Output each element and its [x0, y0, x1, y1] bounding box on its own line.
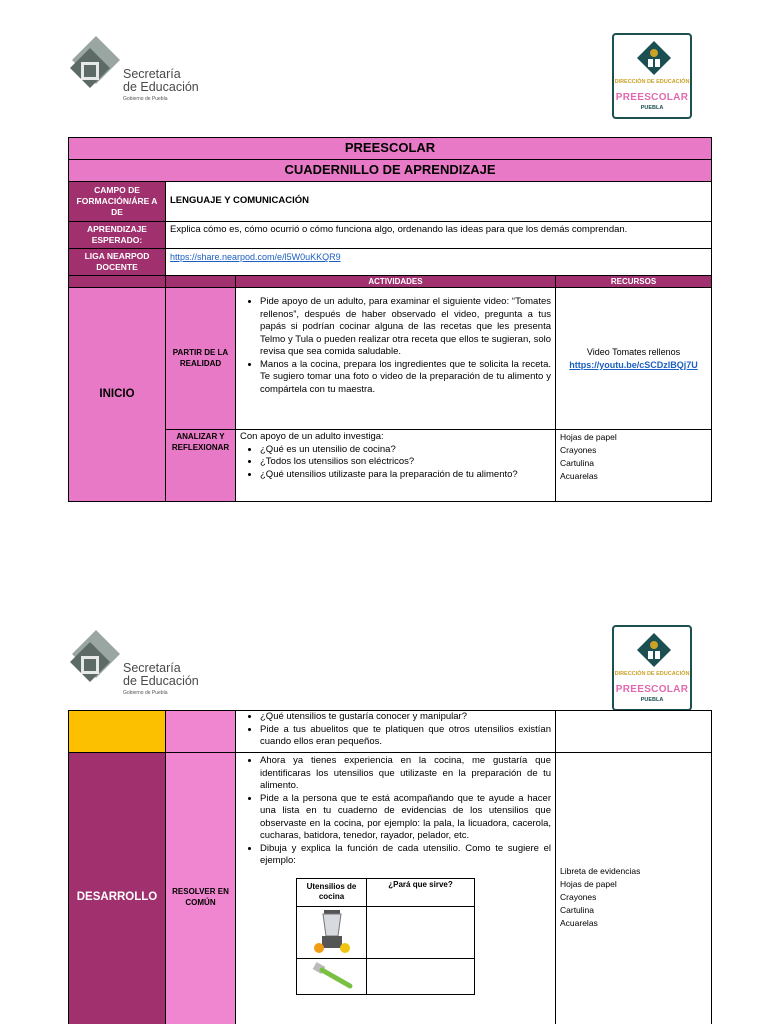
stage-continuation-cell — [69, 711, 166, 753]
learning-table-page1 — [68, 137, 712, 502]
recurso-item: Hojas de papel — [560, 879, 617, 889]
secretaria-line1: Secretaría — [123, 661, 181, 675]
aprendizaje-label: APRENDIZAJE ESPERADO: — [69, 222, 166, 249]
nearpod-link[interactable]: https://share.nearpod.com/e/l5W0uKKQR9 — [170, 252, 341, 262]
recurso-item: Libreta de evidencias — [560, 866, 641, 876]
learning-table-page2 — [68, 710, 712, 1024]
inner-col-utensilios: Utensilios de cocina — [297, 878, 367, 906]
campo-value: LENGUAJE Y COMUNICACIÓN — [166, 182, 712, 222]
stage-desarrollo: DESARROLLO — [69, 753, 166, 1024]
list-item: • Dibuja y explica la función de cada utensilio. Como te sugiere el ejemplo: — [260, 843, 551, 868]
table-title: PREESCOLAR — [69, 138, 712, 160]
analizar-list — [240, 444, 551, 482]
recurso-item: Cartulina — [560, 458, 595, 468]
preescolar-emblem-icon — [636, 40, 672, 78]
secretaria-line2: de Educación — [123, 674, 199, 688]
list-item: • ¿Qué utensilios utilizaste para la preparación de tu alimento? — [260, 469, 551, 482]
secretaria-emblem-icon — [66, 628, 122, 690]
resolver-list — [240, 755, 551, 868]
aprendizaje-value: Explica cómo es, cómo ocurrió o cómo funciona algo, ordenando las ideas para que los demás comprendan. — [166, 222, 712, 249]
list-item: • Pide apoyo de un adulto, para examinar el siguiente video: “Tomates rellenos”, después de haber observado el video, pregunta a tus papás si podrían cocinar alguna de las recetas que les presenta Telmo y Tula o pueden realizar otra receta que ellos te sugieran, solo revisa que sea comida saludable. — [260, 296, 551, 359]
recurso-item: Acuarelas — [560, 918, 598, 928]
inner-col-para: ¿Pará que sirve? — [367, 878, 475, 906]
recurso-item: Acuarelas — [560, 471, 598, 481]
secretaria-emblem-icon — [66, 34, 122, 96]
recurso-item: Crayones — [560, 445, 597, 455]
secretaria-line3: Gobierno de Puebla — [123, 96, 168, 102]
preescolar-line1: DIRECCIÓN DE EDUCACIÓN — [614, 79, 690, 85]
partir-recurso-text: Video Tomates rellenos — [586, 347, 681, 357]
recurso-item: Hojas de papel — [560, 432, 617, 442]
secretaria-line2: de Educación — [123, 80, 199, 94]
preescolar-line3: PUEBLA — [640, 105, 664, 111]
table-subtitle: CUADERNILLO DE APRENDIZAJE — [69, 160, 712, 182]
preescolar-line1: DIRECCIÓN DE EDUCACIÓN — [614, 671, 690, 677]
list-item: • ¿Todos los utensilios son eléctricos? — [260, 456, 551, 469]
sub-analizar: ANALIZAR Y REFLEXIONAR — [166, 430, 236, 502]
list-item: • Ahora ya tienes experiencia en la cocina, me gustaría que identificaras los utensilios que utilizaste en la preparación de tu alimento. — [260, 755, 551, 793]
col-actividades: ACTIVIDADES — [236, 276, 556, 288]
list-item: • ¿Qué es un utensilio de cocina? — [260, 444, 551, 457]
youtube-link[interactable]: https://youtu.be/cSCDzlBQj7U — [569, 359, 698, 370]
partir-list — [240, 296, 551, 396]
logo-secretaria-p2 — [66, 628, 206, 696]
preescolar-line2: PREESCOLAR — [615, 684, 689, 695]
preescolar-line3: PUEBLA — [640, 697, 664, 703]
blender-icon — [312, 908, 352, 954]
secretaria-line1: Secretaría — [123, 67, 181, 81]
col-recursos: RECURSOS — [556, 276, 712, 288]
sub-partir: PARTIR DE LA REALIDAD — [166, 288, 236, 430]
logo-secretaria — [66, 34, 206, 102]
analizar-intro: Con apoyo de un adulto investiga: — [240, 431, 384, 442]
secretaria-line3: Gobierno de Puebla — [123, 690, 168, 696]
list-item: • Pide a la persona que te está acompañando que te ayude a hacer una lista en tu cuaderno de evidencias de los utensilios que observaste en la cocina, por ejemplo: la pala, la licuadora, cacerola, cucharas, batidora, tenedor, rayador, pelador, etc. — [260, 793, 551, 843]
logo-preescolar-p2 — [612, 625, 692, 711]
stage-inicio: INICIO — [69, 288, 166, 502]
recurso-item: Cartulina — [560, 905, 595, 915]
cont-list — [240, 711, 551, 749]
spatula-icon — [310, 960, 354, 990]
list-item: • Pide a tus abuelitos que te platiquen que otros utensilios existían cuando ellos eran pequeños. — [260, 724, 551, 749]
preescolar-line2: PREESCOLAR — [615, 92, 689, 103]
logo-preescolar — [612, 33, 692, 119]
recurso-item: Crayones — [560, 892, 597, 902]
preescolar-emblem-icon — [636, 632, 672, 670]
list-item: • ¿Qué utensilios te gustaría conocer y manipular? — [260, 711, 551, 724]
list-item: • Manos a la cocina, prepara los ingredientes que te solicita la receta. Te sugiero tomar una foto o video de la preparación de tu alimento y compártela con tu maestra. — [260, 359, 551, 397]
utensilios-table — [296, 878, 475, 995]
sub-resolver: RESOLVER EN COMÚN — [166, 753, 236, 1024]
campo-label: CAMPO DE FORMACIÓN/ÁRE A DE — [69, 182, 166, 222]
liga-label: LIGA NEARPOD DOCENTE — [69, 249, 166, 276]
